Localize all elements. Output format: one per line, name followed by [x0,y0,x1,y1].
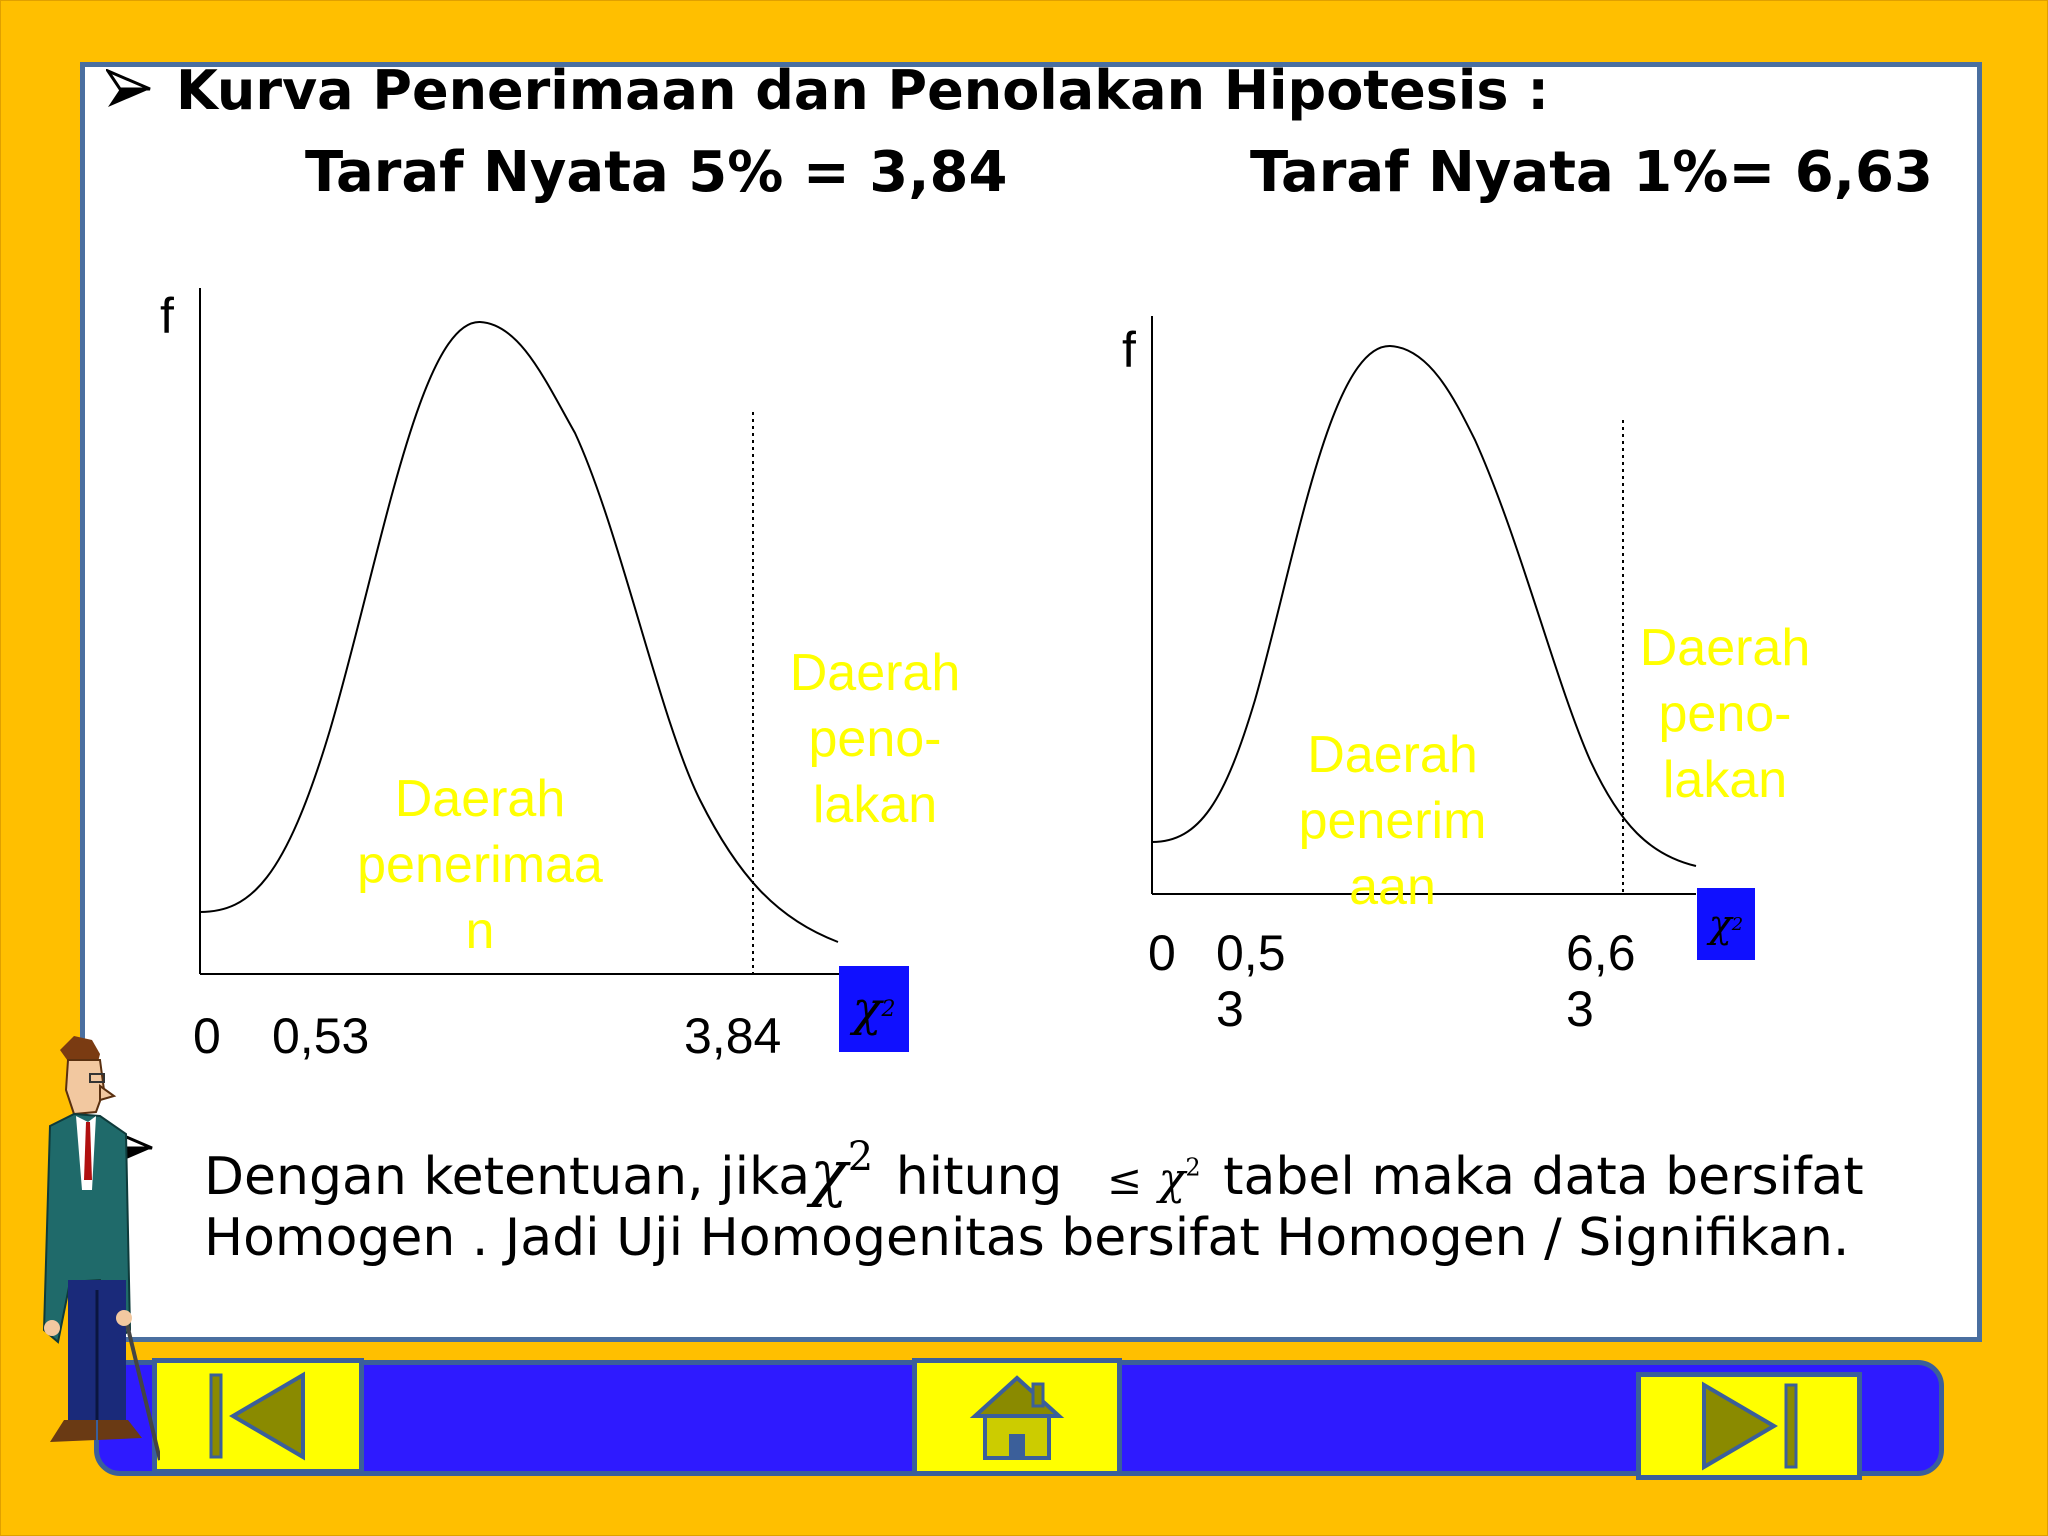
right-rejection-region-label: Daerah peno- lakan [1639,619,1811,809]
title-text: Kurva Penerimaan dan Penolakan Hipotesis : [176,59,1549,122]
right-acceptance-region-label: Daerah penerim aan [1298,726,1487,916]
left-rejection-region-label: Daerah peno- lakan [789,644,961,834]
left-acceptance-region-label: Daerah penerimaa n [357,770,603,960]
right-y-axis-label: f [1122,322,1136,378]
right-tick-0: 0 [1148,925,1176,981]
right-chi-square-axis-label: χ 2 [1697,888,1755,960]
left-tick-384: 3,84 [684,1008,782,1064]
right-chart-heading: Taraf Nyata 1%= 6,63 [1250,140,1933,205]
right-tick-663: 6,6 3 [1566,925,1636,1037]
skip-back-icon [203,1371,313,1461]
skip-forward-icon [1694,1381,1804,1471]
next-slide-button[interactable] [1636,1372,1862,1480]
home-icon [969,1372,1065,1462]
home-button[interactable] [912,1358,1122,1476]
right-tick-053: 0,5 3 [1216,925,1286,1037]
left-y-axis-label: f [160,288,174,344]
presenter-character-illustration [30,1030,160,1470]
left-tick-0: 0 [193,1008,221,1064]
conclusion-line-1: Dengan ketentuan, jikaχ$^2$ hitung ≤ $\chi^2$ tabel maka data bersifat [204,1134,1864,1209]
left-chi-square-axis-label: χ 2 [839,966,909,1052]
previous-slide-button[interactable] [152,1358,364,1474]
conclusion-line-2: Homogen . Jadi Uji Homogenitas bersifat Homogen / Signifikan. [204,1208,1850,1268]
left-chart-heading: Taraf Nyata 5% = 3,84 [305,140,1008,205]
left-tick-053: 0,53 [272,1008,370,1064]
